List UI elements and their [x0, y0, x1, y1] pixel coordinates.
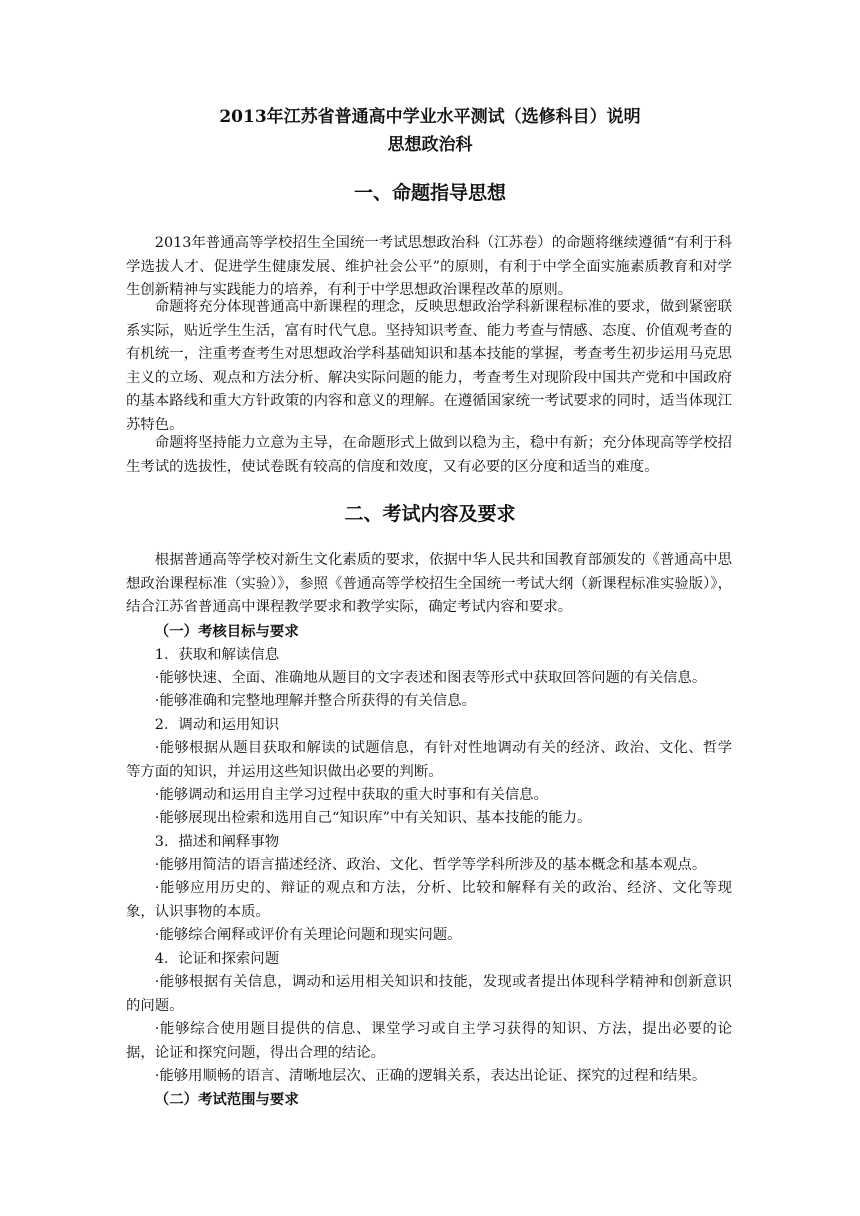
list-item: ·能够用简洁的语言描述经济、政治、文化、哲学等学科所涉及的基本概念和基本观点。 [154, 857, 707, 873]
section-heading-2: 二、考试内容及要求 [344, 503, 516, 525]
list-item: ·能够根据有关信息，调动和运用相关知识和技能，发现或者提出体现科学精神和创新意识的问题。 [126, 974, 732, 1014]
paragraph: 根据普通高等学校对新生文化素质的要求，依据中华人民共和国教育部颁发的《普通高中思想政治课程标准（实验）》，参照《普通高等学校招生全国统一考试大纲（新课程标准实验版）》，结合江苏省普通高中课程教学要求和教学实际，确定考试内容和要求。 [126, 552, 732, 615]
document-title: 2013年江苏省普通高中学业水平测试（选修科目）说明 [219, 107, 641, 127]
paragraph: 命题将坚持能力立意为主导，在命题形式上做到以稳为主，稳中有新；充分体现高等学校招生考试的选拔性，使试卷既有较高的信度和效度，又有必要的区分度和适当的难度。 [126, 435, 732, 475]
list-item-heading: 4．论证和探索问题 [154, 951, 280, 967]
list-item: ·能够展现出检索和选用自己“知识库”中有关知识、基本技能的能力。 [154, 810, 592, 826]
list-item: ·能够应用历史的、辩证的观点和方法，分析、比较和解释有关的政治、经济、文化等现象，认识事物的本质。 [126, 880, 732, 920]
list-item-heading: 3．描述和阐释事物 [154, 834, 280, 850]
document-subtitle: 思想政治科 [387, 135, 473, 155]
list-item: ·能够根据从题目获取和解读的试题信息，有针对性地调动有关的经济、政治、文化、哲学等方面的知识，并运用这些知识做出必要的判断。 [126, 740, 732, 780]
subsection-heading-2: （二）考试范围与要求 [154, 1091, 299, 1108]
section-heading-1: 一、命题指导思想 [353, 182, 506, 204]
list-item: ·能够用顺畅的语言、清晰地层次、正确的逻辑关系，表达出论证、探究的过程和结果。 [154, 1068, 707, 1084]
list-item: ·能够综合使用题目提供的信息、课堂学习或自主学习获得的知识、方法，提出必要的论据，论证和探究问题，得出合理的结论。 [126, 1021, 732, 1061]
list-item-heading: 2．调动和运用知识 [154, 717, 280, 733]
list-item: ·能够综合阐释或评价有关理论问题和现实问题。 [154, 927, 462, 943]
list-item: ·能够调动和运用自主学习过程中获取的重大时事和有关信息。 [154, 787, 548, 803]
subsection-heading-1: （一）考核目标与要求 [154, 623, 299, 640]
list-item-heading: 1．获取和解读信息 [154, 647, 280, 663]
paragraph: 命题将充分体现普通高中新课程的理念，反映思想政治学科新课程标准的要求，做到紧密联系实际，贴近学生生活，富有时代气息。坚持知识考查、能力考查与情感、态度、价值观考查的有机统一，注重考查考生对思想政治学科基础知识和基本技能的掌握，考查考生初步运用马克思主义的立场、观点和方法分析、解决实际问题的能力，考查考生对现阶段中国共产党和中国政府的基本路线和重大方针政策的内容和意义的理解。在遵循国家统一考试要求的同时，适当体现江苏特色。 [126, 299, 732, 433]
paragraph: 2013年普通高等学校招生全国统一考试思想政治科（江苏卷）的命题将继续遵循“有利于科学选拔人才、促进学生健康发展、维护社会公平”的原则，有利于中学全面实施素质教育和对学生创新精神与实践能力的培养，有利于中学思想政治课程改革的原则。 [126, 235, 732, 298]
list-item: ·能够快速、全面、准确地从题目的文字表述和图表等形式中获取回答问题的有关信息。 [154, 670, 707, 686]
list-item: ·能够准确和完整地理解并整合所获得的有关信息。 [154, 693, 476, 709]
